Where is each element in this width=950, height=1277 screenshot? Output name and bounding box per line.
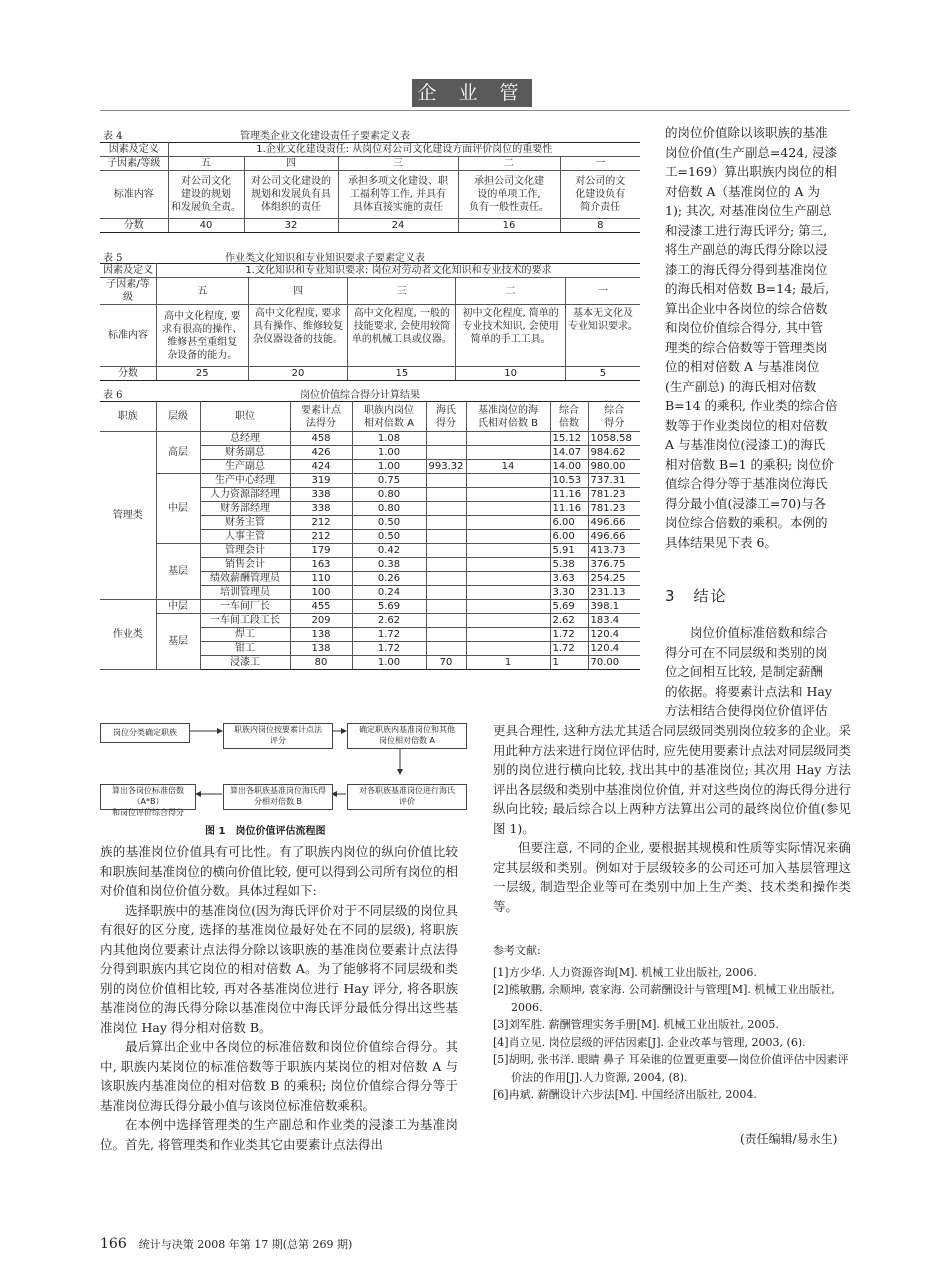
- text-line: 岗位价值(生产副总=424, 浸漆: [665, 144, 838, 160]
- t6-cell: [426, 516, 466, 530]
- t6-cell: 6.00: [550, 516, 588, 530]
- t5-content-cell: [456, 305, 566, 367]
- t6-cell: 138: [290, 642, 352, 656]
- t6-cell: 1.00: [352, 656, 426, 670]
- t6-cell: [466, 558, 550, 572]
- text-line: 位的相对倍数 A 与基准岗位: [665, 359, 820, 374]
- t6-cell: [466, 446, 550, 460]
- t6-cell: [466, 516, 550, 530]
- t5-r0c0: 因素及定义: [100, 264, 156, 278]
- t6-cell: 绩效薪酬管理员: [200, 572, 290, 586]
- table4-label: 表 4: [103, 131, 123, 142]
- t6-cell: 生产中心经理: [200, 474, 290, 488]
- flow-box: 岗位分类确定职族: [100, 723, 190, 743]
- t5-line: 单的机械工具或仪器。: [351, 334, 452, 345]
- t6-cell: 376.75: [588, 558, 640, 572]
- t5-level: 一: [565, 278, 640, 305]
- t6-row: [100, 544, 640, 558]
- t6-cell: 984.62: [588, 446, 640, 460]
- section-banner: 企 业 管 理: [412, 79, 532, 107]
- t6-cell: 0.75: [352, 474, 426, 488]
- t6-cell: 212: [290, 530, 352, 544]
- t6-header: 职族: [100, 402, 156, 432]
- para: 更具合理性, 这种方法尤其适合同层级同类别岗位较多的企业。采用此种方法来进行岗位评估时, 应先使用要素计点法对同层级同类别的岗位进行横向比较, 找出其中的基准岗位; 其次用 Hay 方法评出各层级和类别中基准岗位价值, 并对这些岗位的海氏得分进行纵向比较; 最后综合以上两种方法算出公司的最终岗位价值(参见图 1)。: [493, 723, 851, 836]
- flow-box: 确定职族内基准岗位和其他 岗位相对倍数 A: [347, 723, 467, 749]
- t6-cell: [466, 432, 550, 446]
- t6-cell: 浸漆工: [200, 656, 290, 670]
- t4-line: 建设的规划: [181, 189, 231, 200]
- flow-box: 职族内岗位按要素计点法 评分: [223, 723, 333, 749]
- t4-line: 体组织的责任: [261, 202, 321, 213]
- t6-cell: 1058.58: [588, 432, 640, 446]
- text-line: B=14 的乘积, 作业类的综合倍: [665, 398, 838, 413]
- t6-cell: 0.42: [352, 544, 426, 558]
- t6-cell: 5.69: [550, 600, 588, 614]
- t5-line: 杂仪器设备的技能。: [253, 334, 344, 345]
- t6-cell: [466, 642, 550, 656]
- t6-cell: 496.66: [588, 516, 640, 530]
- t6-family: 管理类: [100, 432, 156, 600]
- t6-cell: 5.38: [550, 558, 588, 572]
- t6-cell: 398.1: [588, 600, 640, 614]
- page-number: 166: [100, 1236, 127, 1252]
- t6-header: 综合 得分: [588, 402, 640, 432]
- t6-cell: 5.69: [352, 600, 426, 614]
- t4-line: 化建设负有: [575, 189, 626, 200]
- text-line: 将生产副总的海氏得分除以浸: [665, 242, 828, 257]
- table5-title: 作业类文化知识和专业知识要求子要素定义表: [225, 253, 425, 264]
- t6-cell: 总经理: [200, 432, 290, 446]
- t5-line: 高中文化程度, 要: [164, 310, 241, 322]
- t4-level: 一: [560, 157, 640, 171]
- t6-cell: 980.00: [588, 460, 640, 474]
- t6-cell: [466, 600, 550, 614]
- t6-cell: 生产副总: [200, 460, 290, 474]
- t4-line: 工福利等工作, 并具有: [349, 189, 447, 200]
- t6-cell: 737.31: [588, 474, 640, 488]
- t6-cell: [466, 474, 550, 488]
- para: 选择职族中的基准岗位(因为海氏评价对于不同层级的岗位具有很好的区分度, 选择的基准岗位最好处在不同的层级), 将职族内其他岗位要素计点法得分除以该职族的基准岗位要素计点法得分得到职族内其它岗位的相对倍数 A。为了能够将不同层级和类别的岗位价值相比较, 再对各基准岗位进行 Hay 评分, 将各职族基准岗位的海氏得分除以基准岗位中海氏评分最低分得出这些基准岗位 Hay 得分相对倍数 B。: [100, 902, 458, 1035]
- t6-cell: 2.62: [550, 614, 588, 628]
- t6-cell: 1: [550, 656, 588, 670]
- t6-cell: [426, 558, 466, 572]
- t6-cell: 781.23: [588, 502, 640, 516]
- table5: [100, 263, 640, 381]
- t5-line: 初中文化程度, 简单的: [462, 308, 559, 319]
- t6-cell: [426, 488, 466, 502]
- t4-score: 8: [560, 219, 640, 233]
- t4-level: 四: [244, 157, 338, 171]
- t5-level: 三: [348, 278, 456, 305]
- t6-cell: 338: [290, 488, 352, 502]
- t6-cell: 70.00: [588, 656, 640, 670]
- t6-cell: [426, 432, 466, 446]
- t6-cell: 496.66: [588, 530, 640, 544]
- t4-content-cell: [560, 171, 640, 219]
- editor-note: (责任编辑/易永生): [740, 1132, 838, 1146]
- t5-content-cell: [248, 305, 348, 367]
- right-column-lines: [665, 123, 852, 552]
- t5-line: 具有操作、维修较复: [253, 321, 344, 332]
- figure-caption: 图 1 岗位价值评估流程图: [205, 826, 326, 837]
- t5-level: 二: [456, 278, 566, 305]
- t6-header: 职族内岗位 相对倍数 A: [352, 402, 426, 432]
- para: 最后算出企业中各岗位的标准倍数和岗位价值综合得分。其中, 职族内某岗位的标准倍数等于职族内某岗位的相对倍数 A 与该职族内基准岗位的相对倍数 B 的乘积; 岗位价值综合得分等于基准岗位海氏得分最小值与该岗位标准倍数乘积。: [100, 1039, 458, 1113]
- t5-line: 专业知识要求。: [567, 321, 638, 332]
- t6-cell: 1.72: [352, 642, 426, 656]
- conclusion-lines: [665, 623, 852, 721]
- t4-score: 40: [168, 219, 244, 233]
- reference-list: [493, 964, 853, 1104]
- t4-line: 对公司文化: [181, 176, 231, 187]
- table4: [100, 142, 640, 233]
- t4-line: 承担多项文化建设、职: [348, 176, 448, 187]
- t5-content-cell: [565, 305, 640, 367]
- t6-header: 层级: [156, 402, 200, 432]
- t6-cell: 14.07: [550, 446, 588, 460]
- t4-line: 负有一般性责任。: [469, 202, 549, 213]
- t6-row: [100, 474, 640, 488]
- t6-level: 中层: [156, 474, 200, 544]
- text-line: A 与基准岗位(浸漆工)的海氏: [665, 437, 826, 452]
- t6-cell: 0.50: [352, 530, 426, 544]
- text-line: 算出企业中各岗位的综合倍数: [665, 300, 828, 316]
- t4-content-cell: [168, 171, 244, 219]
- t6-cell: 11.16: [550, 488, 588, 502]
- t6-cell: [426, 642, 466, 656]
- t4-r1c0: 子因素/等级: [100, 157, 168, 171]
- t6-cell: [426, 544, 466, 558]
- t4-line: 规划和发展负有具: [251, 189, 331, 200]
- t5-score: 15: [348, 367, 456, 381]
- page-footer: [100, 1236, 352, 1252]
- t6-cell: 70: [426, 656, 466, 670]
- t6-cell: 319: [290, 474, 352, 488]
- text-line: 工=169）算出职族内岗位的相: [665, 164, 837, 179]
- t6-cell: 财务部经理: [200, 502, 290, 516]
- t6-cell: [466, 502, 550, 516]
- t6-cell: 254.25: [588, 572, 640, 586]
- t4-line: 对公司文化建设的: [251, 176, 331, 187]
- text-line: (生产副总) 的海氏相对倍数: [665, 378, 817, 394]
- reference-item: [4]肖立见. 岗位层级的评估因素[J]. 企业改革与管理, 2003, (6).: [493, 1035, 806, 1049]
- t4-r0c1: 1.企业文化建设责任: 从岗位对公司文化建设方面评价岗位的重要性: [168, 143, 640, 157]
- t6-cell: 一车间厂长: [200, 600, 290, 614]
- t6-cell: 0.80: [352, 502, 426, 516]
- t5-content-cell: [156, 305, 248, 367]
- text-line: 岗位综合倍数的乘积。本例的: [665, 515, 828, 530]
- text-line: 漆工的海氏得分得到基准岗位: [665, 261, 828, 277]
- text-line: 对倍数 A（基准岗位的 A 为: [665, 183, 820, 199]
- t4-line: 具体直接实施的责任: [353, 202, 443, 213]
- t6-cell: [466, 544, 550, 558]
- t4-line: 设的单项工作,: [477, 189, 541, 200]
- t6-cell: 财务主管: [200, 516, 290, 530]
- t5-line: 高中文化程度, 要求: [254, 308, 342, 319]
- text-line: 岗位价值标准倍数和综合: [665, 625, 828, 640]
- t6-header: 要素计点 法得分: [290, 402, 352, 432]
- t6-cell: 0.26: [352, 572, 426, 586]
- t6-cell: 培训管理员: [200, 586, 290, 600]
- t4-score: 24: [338, 219, 458, 233]
- t6-cell: 5.91: [550, 544, 588, 558]
- t4-score: 16: [458, 219, 560, 233]
- t6-cell: [466, 572, 550, 586]
- t6-cell: 3.63: [550, 572, 588, 586]
- text-line: 具体结果见下表 6。: [665, 534, 777, 550]
- t6-cell: [426, 474, 466, 488]
- t6-level: 基层: [156, 544, 200, 600]
- references: [493, 942, 853, 1104]
- t6-cell: 14.00: [550, 460, 588, 474]
- text-line: 的岗位价值除以该职族的基准: [665, 125, 828, 140]
- t6-cell: 3.30: [550, 586, 588, 600]
- t6-cell: [466, 628, 550, 642]
- t6-cell: 179: [290, 544, 352, 558]
- t4-score: 32: [244, 219, 338, 233]
- t6-cell: 1.72: [550, 642, 588, 656]
- flow-box: 算出各岗位标准倍数（A*B） 和岗位评价综合得分: [100, 784, 196, 810]
- t5-level: 五: [156, 278, 248, 305]
- table6-label: 表 6: [103, 390, 123, 401]
- t6-cell: 183.4: [588, 614, 640, 628]
- table4-title: 管理类企业文化建设责任子要素定义表: [240, 131, 410, 142]
- t6-cell: [426, 586, 466, 600]
- t6-cell: 209: [290, 614, 352, 628]
- t5-line: 技能要求, 会使用较简: [353, 321, 451, 332]
- t6-cell: [426, 502, 466, 516]
- t5-score: 5: [565, 367, 640, 381]
- t6-cell: 100: [290, 586, 352, 600]
- t6-cell: [466, 488, 550, 502]
- t4-r0c0: 因素及定义: [100, 143, 168, 157]
- t6-cell: 163: [290, 558, 352, 572]
- table6-title: 岗位价值综合得分计算结果: [300, 390, 420, 401]
- t6-header: 职位: [200, 402, 290, 432]
- t5-line: 专业技术知识, 会使用: [462, 321, 559, 332]
- t6-cell: 1.72: [352, 628, 426, 642]
- t6-row: [100, 600, 640, 614]
- t6-cell: [426, 614, 466, 628]
- t6-cell: 1.08: [352, 432, 426, 446]
- t6-cell: 138: [290, 628, 352, 642]
- t6-cell: 14: [466, 460, 550, 474]
- t6-cell: 10.53: [550, 474, 588, 488]
- text-line: 位之间相互比较, 是制定薪酬: [665, 664, 823, 679]
- t6-cell: 413.73: [588, 544, 640, 558]
- t6-header: 综合 倍数: [550, 402, 588, 432]
- reference-item: [3]刘军胜. 薪酬管理实务手册[M]. 机械工业出版社, 2005.: [493, 1018, 779, 1031]
- t5-line: 维修甚至重组复: [167, 336, 238, 348]
- references-title: 参考文献:: [493, 944, 541, 957]
- text-line: 得分可在不同层级和类别的岗: [665, 644, 828, 660]
- table6: [100, 401, 640, 670]
- t6-cell: 212: [290, 516, 352, 530]
- para: 族的基准岗位价值具有可比性。有了职族内岗位的纵向价值比较和职族间基准岗位的横向价值比较, 便可以得到公司所有岗位的相对价值和岗位价值分数。具体过程如下:: [100, 844, 458, 898]
- header-rule: [100, 110, 850, 111]
- t5-r1c0: 子因素/等级: [100, 278, 156, 305]
- t4-line: 和发展负全责。: [171, 202, 241, 213]
- t6-cell: [426, 600, 466, 614]
- t6-cell: [426, 572, 466, 586]
- t6-cell: [426, 446, 466, 460]
- t4-line: 承担公司文化建: [474, 176, 544, 187]
- t6-cell: 2.62: [352, 614, 426, 628]
- reference-item: [1]方少华. 人力资源咨询[M]. 机械工业出版社, 2006.: [493, 965, 757, 979]
- t5-r3c0: 分数: [100, 367, 156, 381]
- t5-score: 10: [456, 367, 566, 381]
- t6-cell: 120.4: [588, 628, 640, 642]
- t6-level: 基层: [156, 614, 200, 670]
- text-line: 的海氏相对倍数 B=14; 最后,: [665, 281, 830, 296]
- t4-r3c0: 分数: [100, 219, 168, 233]
- text-line: 和岗位价值综合得分, 其中管: [665, 320, 823, 335]
- text-line: 数等于作业类岗位的相对倍数: [665, 417, 828, 433]
- t5-content-cell: [348, 305, 456, 367]
- t4-line: 对公司的文: [575, 176, 626, 187]
- t6-cell: 0.50: [352, 516, 426, 530]
- t6-cell: 钳工: [200, 642, 290, 656]
- t6-cell: 11.16: [550, 502, 588, 516]
- t6-cell: 426: [290, 446, 352, 460]
- t5-line: 高中文化程度, 一般的: [353, 308, 451, 319]
- t6-cell: [426, 628, 466, 642]
- reference-item: [6]冉斌. 薪酬设计六步法[M]. 中国经济出版社, 2004.: [493, 1088, 757, 1101]
- t6-row: [100, 432, 640, 446]
- t6-cell: [466, 614, 550, 628]
- journal-info: 统计与决策 2008 年第 17 期(总第 269 期): [138, 1238, 353, 1251]
- t6-cell: 1.00: [352, 446, 426, 460]
- t6-cell: 人力资源部经理: [200, 488, 290, 502]
- right-column-text: [665, 123, 852, 552]
- t6-cell: 1.00: [352, 460, 426, 474]
- t4-level: 五: [168, 157, 244, 171]
- t5-r2c0: 标准内容: [100, 305, 156, 367]
- t5-line: 求有很高的操作、: [162, 323, 243, 335]
- t6-cell: 焊工: [200, 628, 290, 642]
- t6-cell: 110: [290, 572, 352, 586]
- t6-cell: 1.72: [550, 628, 588, 642]
- text-line: 方法相结合使得岗位价值评估: [665, 703, 828, 718]
- t6-header: 基准岗位的海 氏相对倍数 B: [466, 402, 550, 432]
- reference-item: [5]胡明, 张书洋. 眼睛 鼻子 耳朵谁的位置更重要—岗位价值评估中因素评价法的作用[J].人力资源, 2004, (8).: [493, 1053, 849, 1084]
- text-line: 和浸漆工进行海氏评分; 第三,: [665, 222, 828, 238]
- t6-cell: 458: [290, 432, 352, 446]
- t6-cell: 455: [290, 600, 352, 614]
- t6-cell: 一车间工段工长: [200, 614, 290, 628]
- t6-cell: 231.13: [588, 586, 640, 600]
- t6-cell: [426, 530, 466, 544]
- t4-content-cell: [338, 171, 458, 219]
- t4-level: 二: [458, 157, 560, 171]
- t6-cell: [466, 586, 550, 600]
- t5-level: 四: [248, 278, 348, 305]
- t6-cell: 销售会计: [200, 558, 290, 572]
- conclusion-continued: [493, 721, 851, 916]
- t6-cell: 1: [466, 656, 550, 670]
- t5-line: 杂设备的能力。: [167, 349, 238, 361]
- t6-cell: 993.32: [426, 460, 466, 474]
- para: 在本例中选择管理类的生产副总和作业类的浸漆工为基准岗位。首先, 将管理类和作业类其它由要素计点法得出: [100, 1117, 458, 1152]
- text-line: 相对倍数 B=1 的乘积; 岗位价: [665, 456, 834, 472]
- flow-box: 算出各职族基准岗位海氏得 分相对倍数 B: [223, 784, 333, 810]
- t5-score: 20: [248, 367, 348, 381]
- t6-cell: 80: [290, 656, 352, 670]
- t6-cell: 338: [290, 502, 352, 516]
- t6-cell: 0.38: [352, 558, 426, 572]
- text-line: 1); 其次, 对基准岗位生产副总: [665, 203, 832, 218]
- t4-content-cell: [244, 171, 338, 219]
- t4-line: 简介责任: [580, 202, 621, 213]
- section-heading: 3 结论: [665, 587, 728, 605]
- t6-cell: 0.24: [352, 586, 426, 600]
- t4-level: 三: [338, 157, 458, 171]
- t6-cell: 781.23: [588, 488, 640, 502]
- text-line: 得分最小值(浸漆工=70)与各: [665, 495, 827, 511]
- t4-r2c0: 标准内容: [100, 171, 168, 219]
- t6-cell: 15.12: [550, 432, 588, 446]
- left-body-text: [100, 842, 458, 1154]
- t6-cell: 财务副总: [200, 446, 290, 460]
- t6-cell: 6.00: [550, 530, 588, 544]
- t6-cell: 管理会计: [200, 544, 290, 558]
- conclusion-text: [665, 623, 852, 721]
- t6-cell: 424: [290, 460, 352, 474]
- flow-box: 对各职族基准岗位进行海氏 评价: [347, 784, 467, 810]
- t5-r0c1: 1.文化知识和专业知识要求: 岗位对劳动者文化知识和专业技术的要求: [156, 264, 640, 278]
- t6-cell: 0.80: [352, 488, 426, 502]
- t4-content-cell: [458, 171, 560, 219]
- table5-label: 表 5: [103, 253, 123, 264]
- para: 但要注意, 不同的企业, 要根据其规模和性质等实际情况来确定其层级和类别。例如对于层级较多的公司还可加入基层管理这一层级, 制造型企业等可在类别中加上生产类、技术类和操作类等。: [493, 840, 851, 914]
- t6-row: [100, 614, 640, 628]
- text-line: 值综合得分等于基准岗位海氏: [665, 476, 828, 491]
- t6-level: 高层: [156, 432, 200, 474]
- t5-line: 简单的手工工具。: [470, 334, 551, 345]
- t6-cell: 120.4: [588, 642, 640, 656]
- reference-item: [2]熊敏鹏, 余顺坤, 袁家海. 公司薪酬设计与管理[M]. 机械工业出版社, 2006.: [493, 983, 835, 1014]
- text-line: 理类的综合倍数等于管理类岗: [665, 339, 828, 355]
- t6-cell: 人事主管: [200, 530, 290, 544]
- t6-family: 作业类: [100, 600, 156, 670]
- t5-score: 25: [156, 367, 248, 381]
- t6-level: 中层: [156, 600, 200, 614]
- text-line: 的依据。将要素计点法和 Hay: [665, 683, 832, 699]
- t6-header: 海氏 得分: [426, 402, 466, 432]
- t5-line: 基本无文化及: [572, 308, 633, 319]
- t6-cell: [466, 530, 550, 544]
